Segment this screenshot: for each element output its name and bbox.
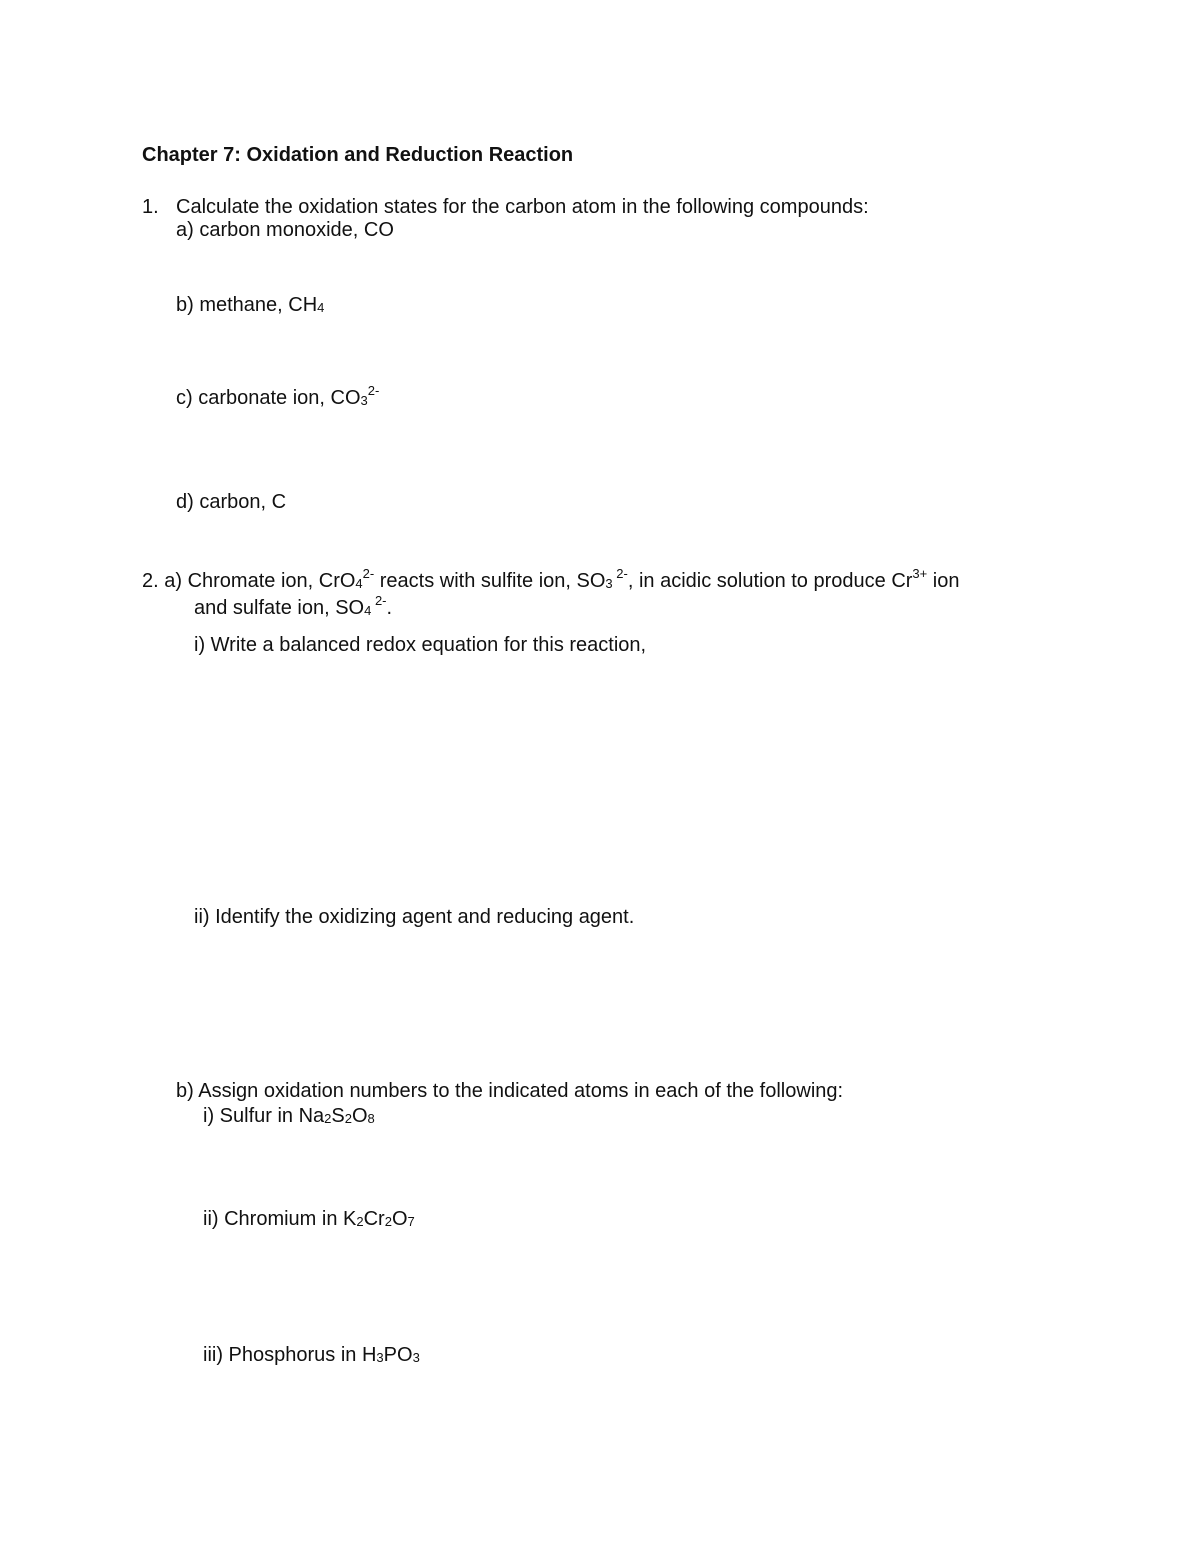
- question-1c-subscript: 3: [360, 393, 368, 408]
- question-2b-ii-text-2: Cr: [363, 1208, 385, 1230]
- question-1c: [176, 383, 379, 410]
- page-title: Chapter 7: Oxidation and Reduction Reaction: [142, 144, 574, 166]
- question-2b-ii-sub-2: 2: [384, 1214, 392, 1229]
- question-2b-i-sub-2: 2: [344, 1111, 352, 1126]
- question-2a-line-2-text-1: and sulfate ion, SO: [194, 597, 365, 619]
- question-2a-text-1: 2. a) Chromate ion, CrO: [142, 570, 356, 592]
- question-2b-iii: [203, 1343, 420, 1367]
- question-2a-sup-1: 2-: [362, 566, 375, 581]
- question-2b-iii-sub-1: 3: [376, 1350, 384, 1365]
- question-2b-iii-sub-2: 3: [412, 1350, 420, 1365]
- question-2b-i-text-3: O: [351, 1105, 368, 1127]
- question-2b-prompt: b) Assign oxidation numbers to the indicated atoms in each of the following:: [176, 1080, 844, 1102]
- question-2b-i-sub-3: 8: [367, 1111, 375, 1126]
- question-2a-sup-3: 3+: [912, 566, 928, 581]
- question-2a-line-2-sup: 2-: [371, 593, 387, 608]
- question-2b-ii-text-3: O: [391, 1208, 408, 1230]
- question-1-prompt: Calculate the oxidation states for the carbon atom in the following compounds:: [176, 196, 869, 218]
- question-2b-ii-sub-1: 2: [356, 1214, 364, 1229]
- question-2b-ii-text-1: ii) Chromium in K: [203, 1208, 357, 1230]
- question-1d: d) carbon, C: [176, 491, 287, 513]
- question-1b: [176, 293, 324, 317]
- question-1b-subscript: 4: [317, 300, 325, 315]
- question-2a-sub-2: 3: [605, 576, 613, 591]
- question-1c-text: c) carbonate ion, CO: [176, 387, 361, 409]
- question-1-number: 1.: [142, 196, 159, 218]
- question-2b-i-text-2: S: [331, 1105, 345, 1127]
- question-2b-ii-sub-3: 7: [407, 1214, 415, 1229]
- question-1b-text: b) methane, CH: [176, 294, 318, 316]
- question-1c-superscript: 2-: [367, 383, 380, 398]
- question-2a-text-3: , in acidic solution to produce Cr: [627, 570, 913, 592]
- question-2a-i: i) Write a balanced redox equation for this reaction,: [194, 634, 647, 656]
- question-2a-line-2-sub: 4: [364, 603, 372, 618]
- question-2b-iii-text-2: PO: [383, 1344, 413, 1366]
- question-2a-line-2: [194, 593, 392, 620]
- question-1a: a) carbon monoxide, CO: [176, 219, 394, 241]
- question-2a-line-1: [142, 566, 960, 593]
- question-2a-ii: ii) Identify the oxidizing agent and reducing agent.: [194, 906, 635, 928]
- question-2b-iii-text-1: iii) Phosphorus in H: [203, 1344, 377, 1366]
- question-2a-line-2-text-2: .: [386, 597, 393, 619]
- question-2a-text-4: ion: [927, 570, 960, 592]
- question-2a-text-2: reacts with sulfite ion, SO: [374, 570, 606, 592]
- question-2b-i: [203, 1104, 375, 1128]
- question-2b-ii: [203, 1207, 415, 1231]
- question-2a-sub-1: 4: [355, 576, 363, 591]
- question-2a-sup-2: 2-: [612, 566, 628, 581]
- question-2b-i-text-1: i) Sulfur in Na: [203, 1105, 325, 1127]
- question-2b-i-sub-1: 2: [324, 1111, 332, 1126]
